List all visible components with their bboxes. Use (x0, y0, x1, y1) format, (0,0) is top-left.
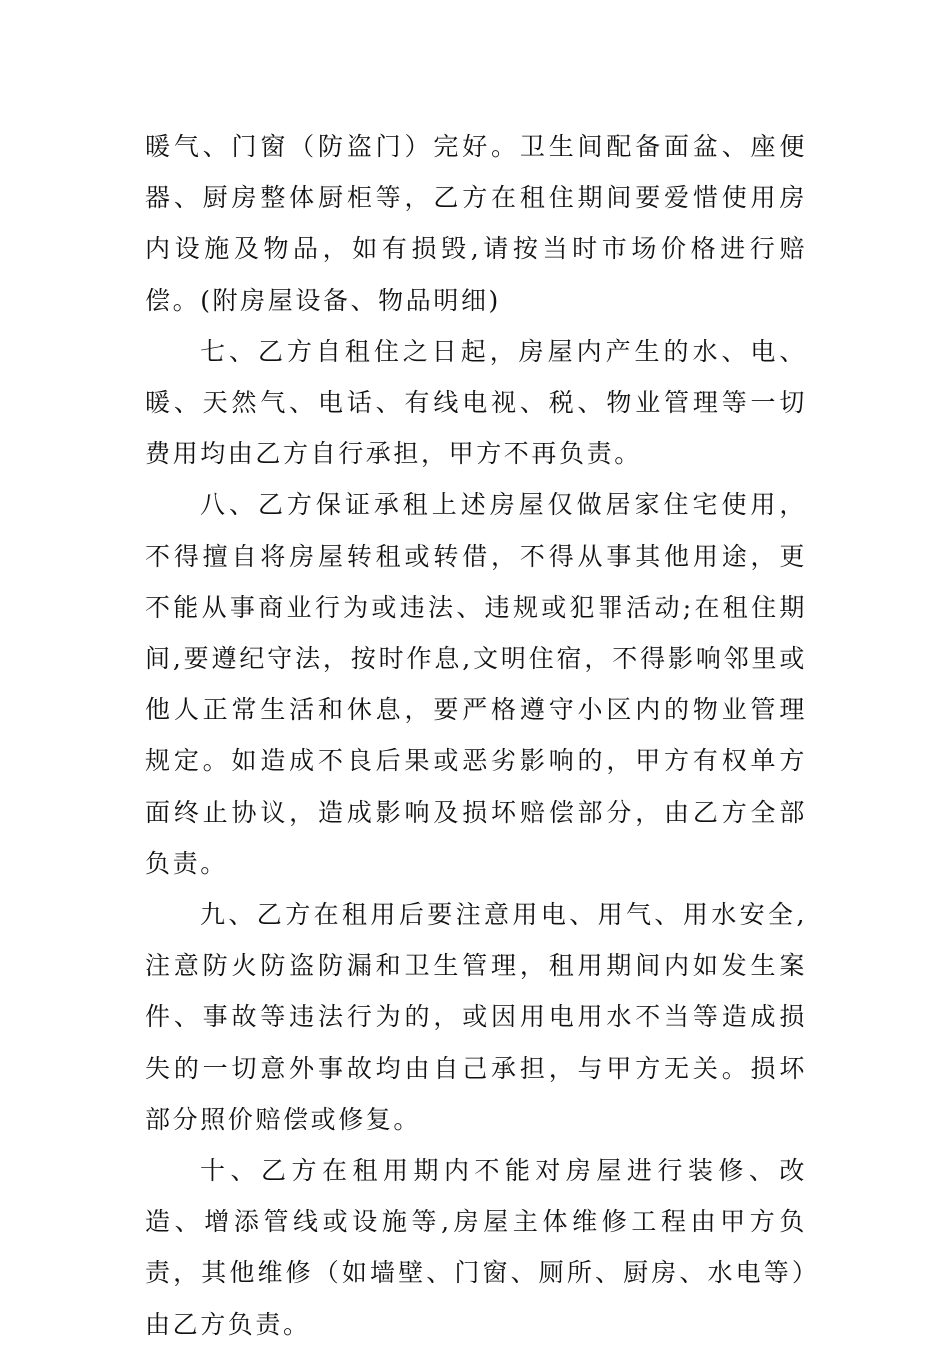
paragraph-clause-10: 十、乙方在租用期内不能对房屋进行装修、改造、增添管线或设施等,房屋主体维修工程由甲方负责，其他维修（如墙壁、门窗、厕所、厨房、水电等）由乙方负责。 (145, 1156, 807, 1339)
paragraph-continuation: 暖气、门窗（防盗门）完好。卫生间配备面盆、座便器、厨房整体厨柜等，乙方在租住期间要爱惜使用房内设施及物品，如有损毁,请按当时市场价格进行赔偿。(附房屋设备、物品明细) (145, 132, 807, 315)
paragraph-clause-7: 七、乙方自租住之日起，房屋内产生的水、电、暖、天然气、电话、有线电视、税、物业管理等一切费用均由乙方自行承担，甲方不再负责。 (145, 336, 807, 469)
paragraph-clause-8: 八、乙方保证承租上述房屋仅做居家住宅使用，不得擅自将房屋转租或转借，不得从事其他用途，更不能从事商业行为或违法、违规或犯罪活动;在租住期间,要遵纪守法，按时作息,文明住宿，不得影响邻里或他人正常生活和休息，要严格遵守小区内的物业管理规定。如造成不良后果或恶劣影响的，甲方有权单方面终止协议，造成影响及损坏赔偿部分，由乙方全部负责。 (145, 490, 807, 878)
document-body (145, 121, 807, 1350)
paragraph-clause-9: 九、乙方在租用后要注意用电、用气、用水安全,注意防火防盗防漏和卫生管理，租用期间内如发生案件、事故等违法行为的，或因用电用水不当等造成损失的一切意外事故均由自己承担，与甲方无关。损坏部分照价赔偿或修复。 (145, 900, 807, 1134)
